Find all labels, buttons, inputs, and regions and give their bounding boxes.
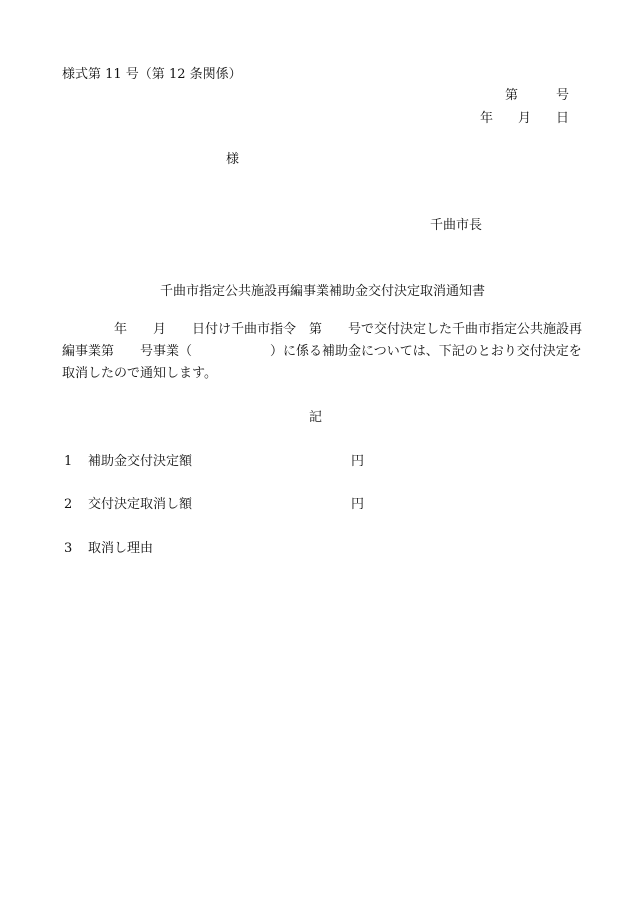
date-day-label: 日 [556, 111, 570, 126]
doc-number-prefix: 第 [505, 88, 519, 103]
item-number: 3 [64, 541, 73, 556]
date-month-label: 月 [518, 111, 532, 126]
item-label: 取消し理由 [88, 541, 154, 556]
sender-name: 千曲市長 [430, 218, 483, 233]
item-unit: 円 [351, 454, 365, 469]
date-year-label: 年 [480, 111, 494, 126]
list-item [64, 454, 192, 470]
list-item [64, 541, 153, 557]
doc-number-suffix: 号 [556, 88, 570, 103]
document-title: 千曲市指定公共施設再編事業補助金交付決定取消通知書 [160, 284, 486, 299]
item-number: 1 [64, 454, 73, 469]
body-line-3: 取消したので通知します。 [62, 366, 217, 381]
body-line-1: 年 月 日付け千曲市指令 第 号で交付決定した千曲市指定公共施設再 [62, 322, 583, 337]
body-line-2: 編事業第 号事業（ ）に係る補助金については、下記のとおり交付決定を [62, 344, 582, 359]
item-label: 交付決定取消し額 [88, 497, 193, 512]
ki-heading: 記 [309, 410, 323, 425]
list-item [64, 497, 192, 513]
form-id: 様式第 11 号（第 12 条関係） [62, 67, 242, 82]
addressee-honorific: 様 [226, 152, 240, 167]
item-label: 補助金交付決定額 [88, 454, 193, 469]
item-number: 2 [64, 497, 73, 512]
item-unit: 円 [351, 497, 365, 512]
